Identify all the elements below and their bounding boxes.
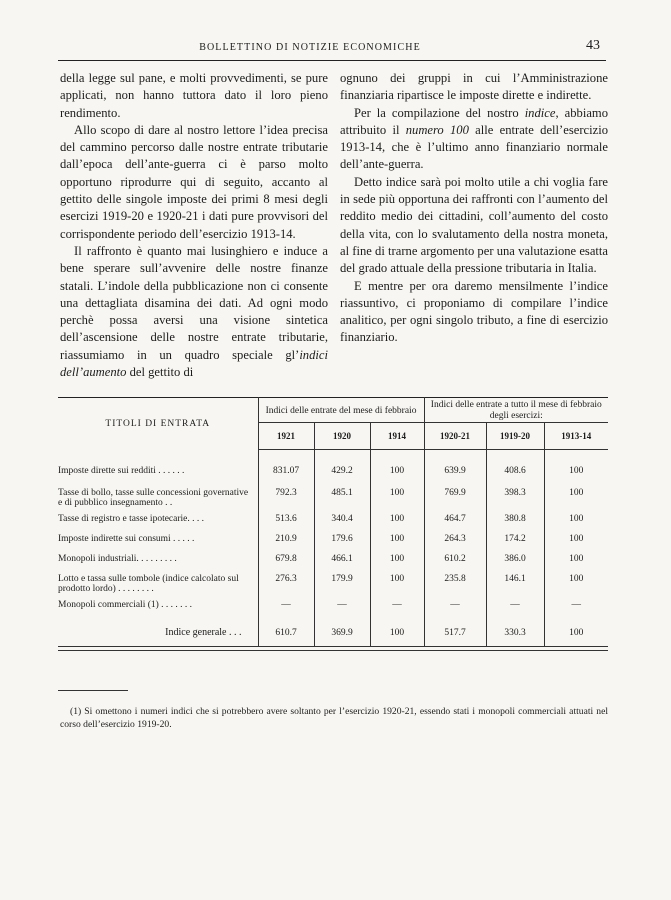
italic-indice: indice xyxy=(524,105,556,120)
table-cell: 179.6 xyxy=(314,534,370,554)
row-label: Monopoli commerciali (1) . . . . . . . xyxy=(58,600,193,610)
table-cell: 264.3 xyxy=(424,534,486,554)
year-header: 1919-20 xyxy=(486,423,544,450)
table-cell: 831.07 xyxy=(258,466,314,488)
left-paragraph-3 xyxy=(60,243,328,381)
table-cell: 679.8 xyxy=(258,554,314,574)
table-cell: — xyxy=(370,600,424,620)
left-column xyxy=(60,70,328,381)
table-cell: 639.9 xyxy=(424,466,486,488)
row-label: Imposte dirette sui redditi . . . . . . xyxy=(58,466,185,476)
table-row xyxy=(58,574,608,600)
table-cell: 100 xyxy=(544,514,608,534)
table-cell: 513.6 xyxy=(258,514,314,534)
table-cell: 398.3 xyxy=(486,488,544,514)
total-label: Indice generale . . . xyxy=(165,627,242,638)
titles-header: TITOLI DI ENTRATA xyxy=(105,418,211,429)
table-cell: 276.3 xyxy=(258,574,314,600)
year-header: 1921 xyxy=(258,423,314,450)
table-cell: 429.2 xyxy=(314,466,370,488)
left-paragraph-1: della legge sul pane, e molti provvedimenti, se pure applicati, non hanno tuttora dato il loro pieno rendimento. xyxy=(60,71,328,120)
year-header: 1920 xyxy=(314,423,370,450)
table-cell: 100 xyxy=(370,488,424,514)
table-cell: 464.7 xyxy=(424,514,486,534)
row-label: Tasse di bollo, tasse sulle concessioni governative e di pubblico insegnamento . . xyxy=(58,488,249,508)
table-row xyxy=(58,600,608,620)
right-paragraph-2-b: , abbiamo attribuito il xyxy=(340,105,609,137)
header-rule xyxy=(58,60,606,61)
table-row xyxy=(58,466,608,488)
page-header xyxy=(60,38,600,60)
table-cell: 100 xyxy=(370,466,424,488)
table-row xyxy=(58,534,608,554)
right-paragraph-1: ognuno dei gruppi in cui l’Amministrazione finanziaria ripartisce le imposte dirette e indirette. xyxy=(340,71,608,103)
left-paragraph-3-tail: del gettito di xyxy=(126,365,194,380)
right-column xyxy=(340,70,608,347)
table-cell: 235.8 xyxy=(424,574,486,600)
italic-phrase-indici: indici dell’aumento xyxy=(60,347,328,380)
right-paragraph-4: E mentre per ora daremo mensilmente l’indice riassuntivo, ci proponiamo di compilare l’indice analitico, per ogni singolo tributo, a fine di esercizio finanziario. xyxy=(340,278,608,345)
table-cell: — xyxy=(486,600,544,620)
total-cell: 517.7 xyxy=(424,620,486,647)
table-cell: 100 xyxy=(544,534,608,554)
total-row xyxy=(58,620,608,647)
table-cell: — xyxy=(314,600,370,620)
table-cell: 100 xyxy=(370,534,424,554)
total-cell: 610.7 xyxy=(258,620,314,647)
table-cell: 792.3 xyxy=(258,488,314,514)
table-cell: 340.4 xyxy=(314,514,370,534)
right-paragraph-2 xyxy=(340,105,608,174)
table-row xyxy=(58,554,608,574)
right-paragraph-2-c: alle entrate dell’esercizio 1913-14, che è l’ultimo anno finanziario normale dell’ante-guerra. xyxy=(340,122,608,172)
row-label: Monopoli industriali. . . . . . . . . xyxy=(58,554,177,564)
table-cell: — xyxy=(544,600,608,620)
table-cell: 100 xyxy=(370,554,424,574)
table-cell: 210.9 xyxy=(258,534,314,554)
group-header-february: Indici delle entrate del mese di febbraio xyxy=(258,398,424,423)
italic-numero-100: numero 100 xyxy=(405,122,469,137)
total-cell: 369.9 xyxy=(314,620,370,647)
year-header: 1913-14 xyxy=(544,423,608,450)
total-cell: 100 xyxy=(544,620,608,647)
table-cell: 174.2 xyxy=(486,534,544,554)
table-bottom-rule xyxy=(58,651,608,653)
footnote-rule xyxy=(58,690,128,691)
year-header: 1920-21 xyxy=(424,423,486,450)
table-cell: 100 xyxy=(544,554,608,574)
table-cell: 769.9 xyxy=(424,488,486,514)
total-cell: 100 xyxy=(370,620,424,647)
footnote-text: (1) Si omettono i numeri indici che si potrebbero avere soltanto per l’esercizio 1920-21, essendo stati i monopoli commerciali attuati nel corso dell’esercizio 1919-20. xyxy=(60,706,608,730)
table-cell: 380.8 xyxy=(486,514,544,534)
table-cell: 100 xyxy=(370,514,424,534)
row-label: Imposte indirette sui consumi . . . . . xyxy=(58,534,195,544)
group-header-cumulative: Indici delle entrate a tutto il mese di febbraio degli esercizi: xyxy=(424,398,608,423)
table-cell: 466.1 xyxy=(314,554,370,574)
table-cell: 100 xyxy=(544,574,608,600)
table-cell: 386.0 xyxy=(486,554,544,574)
row-label: Lotto e tassa sulle tombole (indice calcolato sul prodotto lordo) . . . . . . . . xyxy=(58,574,239,594)
running-title: BOLLETTINO DI NOTIZIE ECONOMICHE xyxy=(199,42,421,53)
table-cell: — xyxy=(258,600,314,620)
table-cell: 179.9 xyxy=(314,574,370,600)
table-cell: 100 xyxy=(544,466,608,488)
table-cell: — xyxy=(424,600,486,620)
table-cell: 100 xyxy=(370,574,424,600)
year-header: 1914 xyxy=(370,423,424,450)
table-cell: 485.1 xyxy=(314,488,370,514)
table-cell: 610.2 xyxy=(424,554,486,574)
row-label: Tasse di registro e tasse ipotecarie. . . . xyxy=(58,514,205,524)
left-paragraph-3-text: Il raffronto è quanto mai lusinghiero e induce a bene sperare sull’avvenire delle nostre finanze statali. L’indole della pubblicazione non ci consente una dettagliata disamina dei dati. Ad ogni modo perchè possa aversi una visione sintetica dell’ascensione delle nostre entrate tributarie, riassumiamo in un quadro speciale gl’ xyxy=(60,243,328,362)
right-paragraph-3: Detto indice sarà poi molto utile a chi voglia fare in sede più opportuna dei raffronti con l’aumento del reddito medio dei cittadini, coll’aumento del costo della vita, con lo svalutamento della nostra moneta, al fine di trarne argomento per una valutazione esatta del grado attuale della pressione tributaria in Italia. xyxy=(340,174,608,276)
table-cell: 100 xyxy=(544,488,608,514)
table-row xyxy=(58,514,608,534)
table-row xyxy=(58,488,608,514)
page-number: 43 xyxy=(586,38,600,53)
footnote xyxy=(60,705,608,731)
index-table xyxy=(58,397,608,652)
table-cell: 408.6 xyxy=(486,466,544,488)
left-paragraph-2: Allo scopo di dare al nostro lettore l’idea precisa del cammino percorso dalle nostre entrate tributarie dall’epoca dell’ante-guerra ci è parso molto opportuno riprodurre qui di seguito, accanto al gettito delle singole imposte dei primi 8 mesi degli esercizi 1919-20 e 1920-21 i dati pure provvisori del corrispondente periodo dell’esercizio 1913-14. xyxy=(60,122,328,241)
total-cell: 330.3 xyxy=(486,620,544,647)
right-paragraph-2-a: Per la compilazione del nostro xyxy=(354,105,525,120)
table-cell: 146.1 xyxy=(486,574,544,600)
